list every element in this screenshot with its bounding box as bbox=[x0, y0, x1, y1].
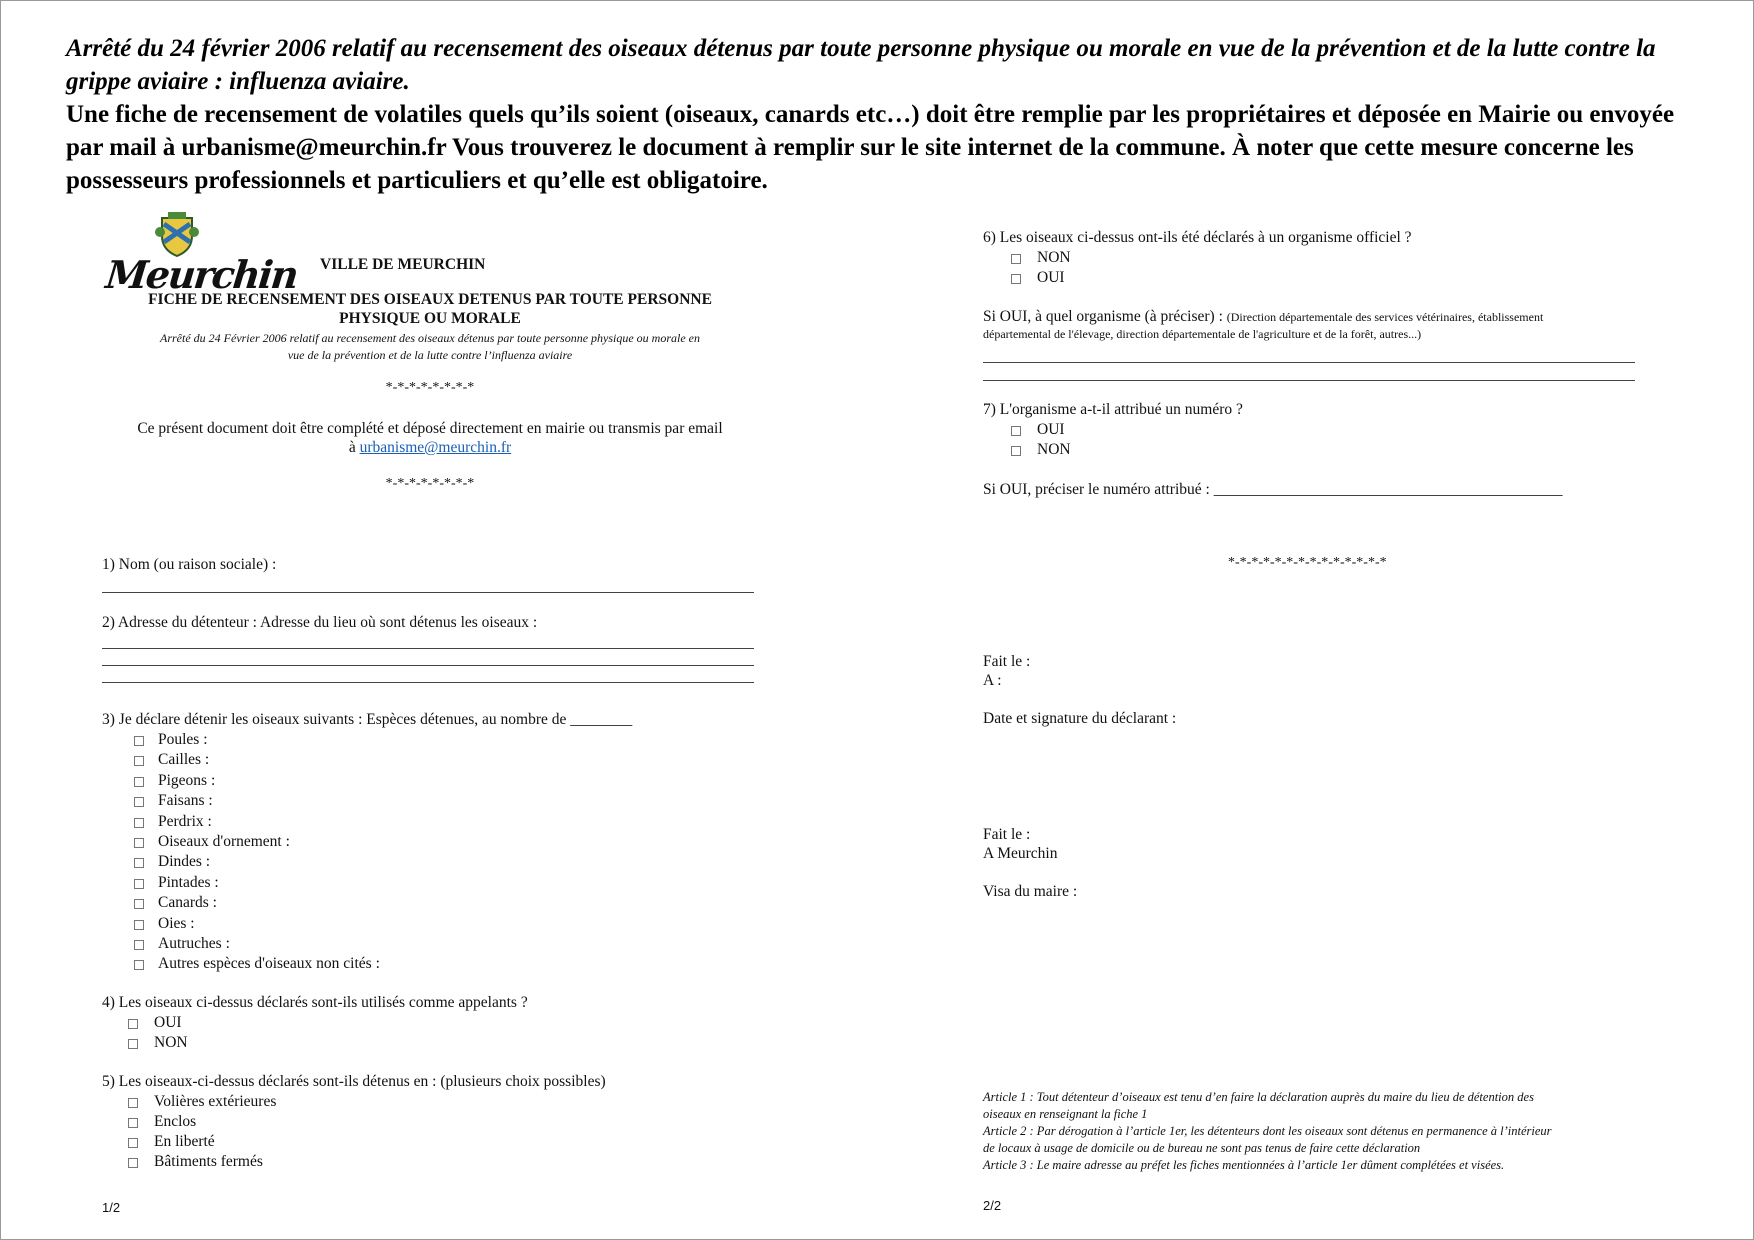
checkbox-label: Faisans : bbox=[158, 792, 213, 810]
checkbox[interactable] bbox=[134, 920, 144, 930]
checkbox[interactable] bbox=[134, 960, 144, 970]
checkbox-label: Cailles : bbox=[158, 751, 210, 769]
checkbox-label: Autruches : bbox=[158, 935, 230, 952]
checkbox-label: NON bbox=[154, 1034, 188, 1051]
article-1-line2: oiseaux en renseignant la fiche 1 bbox=[983, 1107, 1148, 1121]
checkbox-label: Autres espèces d'oiseaux non cités : bbox=[158, 955, 380, 973]
article-3: Article 3 : Le maire adresse au préfet les fiches mentionnées à l’article 1er dûment complétées et visées. bbox=[983, 1158, 1505, 1172]
question-7: 7) L'organisme a-t-il attribué un numéro ? bbox=[983, 401, 1243, 418]
article-2-line1: Article 2 : Par dérogation à l’article 1er, les détenteurs dont les oiseaux sont détenus en permanence à l’intérieur bbox=[983, 1124, 1552, 1138]
article-1 bbox=[983, 1089, 1653, 1174]
notice-text: Une fiche de recensement de volatiles quels qu’ils soient (oiseaux, canards etc…) doit être remplie par les propriétaires et déposée en Mairie ou envoyée par mail à urbanisme@meurchin.fr Vous trouverez le document à remplir sur le site internet de la commune. À noter que cette mesure concerne les possesseurs professionnels et particuliers et qu’elle est obligatoire. bbox=[66, 101, 1675, 194]
answer-line[interactable] bbox=[102, 682, 754, 683]
checkbox[interactable] bbox=[128, 1118, 138, 1128]
checkbox-label: Oiseaux d'ornement : bbox=[158, 833, 290, 850]
page-number: 1/2 bbox=[102, 1200, 121, 1215]
email-link[interactable]: urbanisme@meurchin.fr bbox=[359, 439, 512, 456]
checkbox-label: OUI bbox=[1037, 421, 1065, 438]
form-title-line2: PHYSIQUE OU MORALE bbox=[339, 310, 521, 327]
checkbox-label: OUI bbox=[1037, 269, 1065, 286]
checkbox[interactable] bbox=[1011, 426, 1021, 436]
checkbox[interactable] bbox=[128, 1158, 138, 1168]
checkbox-label: Canards : bbox=[158, 894, 217, 912]
header-notice bbox=[66, 32, 1696, 197]
checkbox[interactable] bbox=[134, 797, 144, 807]
intro-line2 bbox=[100, 439, 760, 457]
answer-line[interactable] bbox=[102, 592, 754, 593]
checkbox-label: Enclos bbox=[154, 1113, 197, 1130]
checkbox[interactable] bbox=[128, 1019, 138, 1029]
checkbox[interactable] bbox=[128, 1138, 138, 1148]
question-3: 3) Je déclare détenir les oiseaux suivants : Espèces détenues, au nombre de ________ bbox=[102, 711, 633, 728]
q6-detail-line2: départemental de l'élevage, direction départementale de l'agriculture et de la forêt, autres...) bbox=[983, 327, 1422, 341]
checkbox-label: Dindes : bbox=[158, 853, 211, 871]
answer-line[interactable] bbox=[102, 665, 754, 666]
intro-prefix: à bbox=[348, 439, 360, 456]
question-6: 6) Les oiseaux ci-dessus ont-ils été déclarés à un organisme officiel ? bbox=[983, 229, 1412, 246]
checkbox[interactable] bbox=[128, 1039, 138, 1049]
checkbox[interactable] bbox=[134, 899, 144, 909]
checkbox[interactable] bbox=[134, 818, 144, 828]
checkbox-label: OUI bbox=[154, 1014, 182, 1031]
separator: *-*-*-*-*-*-*-* bbox=[385, 476, 475, 491]
checkbox[interactable] bbox=[1011, 254, 1021, 264]
article-1-line1: Article 1 : Tout détenteur d’oiseaux est tenu d’en faire la déclaration auprès du maire du lieu de détention des bbox=[983, 1090, 1534, 1104]
form-title-line1: FICHE DE RECENSEMENT DES OISEAUX DETENUS PAR TOUTE PERSONNE bbox=[148, 291, 712, 308]
question-1: 1) Nom (ou raison sociale) : bbox=[102, 556, 277, 573]
signature-label: Date et signature du déclarant : bbox=[983, 710, 1177, 727]
question-5: 5) Les oiseaux-ci-dessus déclarés sont-ils détenus en : (plusieurs choix possibles) bbox=[102, 1073, 606, 1090]
checkbox-label: Pigeons : bbox=[158, 771, 216, 789]
logo-wordmark: Meurchin bbox=[103, 252, 300, 297]
question-2: 2) Adresse du détenteur : Adresse du lieu où sont détenus les oiseaux : bbox=[102, 614, 538, 631]
checkbox-label: Perdrix : bbox=[158, 812, 212, 830]
article-2-line2: de locaux à usage de domicile ou de bureau ne sont pas tenus de faire cette déclaration bbox=[983, 1141, 1421, 1155]
checkbox-label: NON bbox=[1037, 441, 1071, 458]
separator: *-*-*-*-*-*-*-* bbox=[385, 380, 475, 395]
answer-line[interactable] bbox=[983, 362, 1635, 363]
a-meurchin-label: A Meurchin bbox=[983, 845, 1058, 862]
checkbox[interactable] bbox=[134, 756, 144, 766]
visa-label: Visa du maire : bbox=[983, 883, 1078, 900]
checkbox-label: Pintades : bbox=[158, 873, 219, 891]
separator: *-*-*-*-*-*-*-*-*-*-*-*-*-* bbox=[1228, 555, 1387, 570]
meurchin-logo bbox=[103, 212, 300, 302]
answer-line[interactable] bbox=[102, 648, 754, 649]
ville-title: VILLE DE MEURCHIN bbox=[320, 256, 486, 273]
question-7-detail: Si OUI, préciser le numéro attribué : _____________________________________________ bbox=[983, 481, 1563, 498]
checkbox-label: Poules : bbox=[158, 731, 208, 748]
q6-detail-prefix: Si OUI, à quel organisme (à préciser) : bbox=[983, 308, 1227, 325]
checkbox[interactable] bbox=[134, 777, 144, 787]
question-4: 4) Les oiseaux ci-dessus déclarés sont-ils utilisés comme appelants ? bbox=[102, 994, 528, 1011]
checkbox[interactable] bbox=[1011, 274, 1021, 284]
checkbox[interactable] bbox=[134, 736, 144, 746]
checkbox-label: NON bbox=[1037, 249, 1071, 266]
checkbox[interactable] bbox=[134, 940, 144, 950]
fait-le-label-2: Fait le : bbox=[983, 826, 1031, 843]
checkbox-label: Volières extérieures bbox=[154, 1093, 277, 1110]
fait-le-label: Fait le : bbox=[983, 653, 1031, 670]
q6-detail-line1: (Direction départementale des services vétérinaires, établissement bbox=[1226, 310, 1544, 324]
checkbox[interactable] bbox=[134, 838, 144, 848]
page-number: 2/2 bbox=[983, 1198, 1002, 1213]
checkbox[interactable] bbox=[1011, 446, 1021, 456]
question-6-detail bbox=[983, 308, 1543, 326]
checkbox-label: Oies : bbox=[158, 914, 195, 932]
answer-line[interactable] bbox=[983, 380, 1635, 381]
form-subtitle-line2: vue de la prévention et de la lutte contre l’influenza aviaire bbox=[287, 348, 573, 362]
checkbox[interactable] bbox=[134, 879, 144, 889]
form-subtitle-line1: Arrêté du 24 Février 2006 relatif au recensement des oiseaux détenus par toute personne physique ou morale en bbox=[160, 331, 700, 345]
checkbox[interactable] bbox=[134, 858, 144, 868]
intro-line1: Ce présent document doit être complété et déposé directement en mairie ou transmis par email bbox=[137, 420, 723, 437]
checkbox-label: Bâtiments fermés bbox=[154, 1153, 263, 1170]
a-label: A : bbox=[983, 672, 1002, 689]
checkbox-label: En liberté bbox=[154, 1133, 215, 1150]
arrete-text: Arrêté du 24 février 2006 relatif au recensement des oiseaux détenus par toute personne physique ou morale en vue de la prévention et de la lutte contre la grippe aviaire : influenza aviaire. bbox=[66, 35, 1656, 95]
checkbox[interactable] bbox=[128, 1098, 138, 1108]
